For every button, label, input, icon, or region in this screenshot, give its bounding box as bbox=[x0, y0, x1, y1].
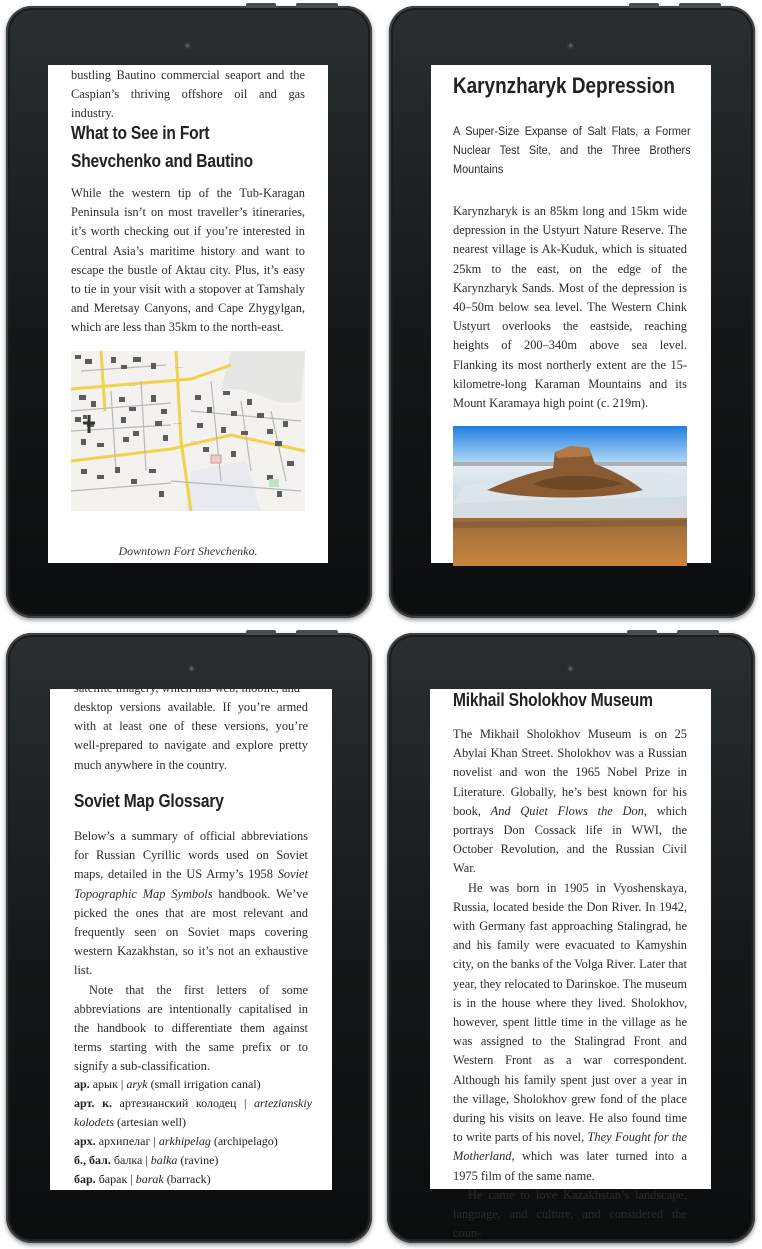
street-map-icon bbox=[71, 351, 305, 511]
camera-icon bbox=[188, 665, 195, 672]
reader-screen-1[interactable] bbox=[48, 65, 328, 563]
glossary-translit: arkhipelag bbox=[158, 1134, 211, 1148]
chapter-title: Karynzharyk Depression bbox=[453, 73, 675, 98]
glossary-russian: барак | bbox=[98, 1172, 133, 1186]
glossary-abbr: б., бал. bbox=[74, 1153, 111, 1167]
glossary-translit: balka bbox=[150, 1153, 178, 1167]
camera-icon bbox=[567, 42, 574, 49]
museum-text: The Mikhail Sholokhov Museum is on 25 Abylai Khan Street. Sholokhov was a Russian novelist and won the 1965 Nobel Prize in Literature. Globally, he’s best known for his book, bbox=[453, 727, 687, 818]
power-button[interactable] bbox=[296, 630, 338, 635]
section-heading: Mikhail Sholokhov Museum bbox=[453, 689, 653, 710]
museum-text-end: , which portrays Don Cossack life in WWI, the October Revolution, and the Russian Civil War. bbox=[453, 803, 687, 876]
glossary-translit: barak bbox=[135, 1172, 164, 1186]
glossary-russian: артезианский колодец | bbox=[119, 1096, 247, 1110]
reader-screen-2[interactable] bbox=[431, 65, 711, 563]
glossary-english: (archipelago) bbox=[213, 1134, 278, 1148]
cut-off-text: satellite imagery, which has web, mobile, and bbox=[74, 681, 300, 695]
volume-button[interactable] bbox=[629, 3, 659, 8]
biography-text: He was born in 1905 in Vyoshenskaya, Russia, located beside the Don River. In 1942, with Germany fast approaching Stalingrad, he and his family were evacuated to Kamyshin city, on the banks of the Volga River. Later that year, they relocated to Darinskoe. The museum is in the house where they lived. Sholokhov, however, spent little time in the village as he was assigned to the Stalingrad Front and Western Front as a war correspondent. Although his family spent just over a year in the village, Sholokhov grew fond of the place during his visits on leave. He also found time to write parts of his novel, bbox=[453, 880, 687, 1145]
glossary-russian: архипелаг | bbox=[98, 1134, 156, 1148]
museum-paragraph-3: He came to love Kazakhstan’s landscape, language, and culture, and considered the coun- bbox=[453, 1187, 687, 1241]
glossary-russian: арык | bbox=[92, 1077, 124, 1091]
glossary-abbr: арт. к. bbox=[74, 1096, 112, 1110]
novel-title: They Fought for the Motherland bbox=[453, 1130, 687, 1164]
svg-text:···: ··· bbox=[191, 439, 196, 445]
depression-photo[interactable] bbox=[453, 426, 687, 566]
glossary-abbr: ар. bbox=[74, 1077, 90, 1091]
tablet-device-4 bbox=[387, 633, 755, 1243]
section-heading: Soviet Map Glossary bbox=[74, 790, 224, 811]
glossary-english: (artesian well) bbox=[117, 1115, 186, 1129]
volume-button[interactable] bbox=[246, 3, 276, 8]
camera-icon bbox=[184, 42, 191, 49]
power-button[interactable] bbox=[677, 630, 719, 635]
glossary-entry bbox=[74, 1151, 312, 1170]
glossary-english: (ravine) bbox=[180, 1153, 219, 1167]
tablet-device-1 bbox=[6, 6, 372, 618]
volume-button[interactable] bbox=[246, 630, 276, 635]
camera-icon bbox=[567, 665, 574, 672]
museum-paragraph-1 bbox=[453, 725, 687, 879]
museum-paragraph-2 bbox=[453, 879, 687, 1186]
svg-text:·····: ····· bbox=[173, 421, 182, 427]
svg-text:·····: ····· bbox=[175, 365, 184, 371]
reader-screen-3[interactable] bbox=[50, 681, 332, 1190]
section-paragraph: While the western tip of the Tub-Karagan Peninsula isn’t on most traveller’s itineraries, it’s worth checking out if you’re interested in Central Asia’s maritime history and want to escape the bustle of Aktau city. Plus, it’s easy to tie in your visit with a stopover at Tamshaly and Meretsay Canyons, and Cape Zhygylgan, which are less than 35km to the north-east. bbox=[71, 186, 305, 335]
glossary-intro-paragraph bbox=[74, 827, 308, 981]
reader-screen-4[interactable] bbox=[430, 689, 711, 1241]
glossary-abbr: арх. bbox=[74, 1134, 96, 1148]
book-title: And Quiet Flows the Don bbox=[490, 803, 644, 818]
intro-text: bustling Bautino commercial seaport and the Caspian’s thriving offshore oil and gas industry. bbox=[71, 68, 305, 121]
town-map-image[interactable] bbox=[71, 351, 305, 511]
svg-text:····: ···· bbox=[129, 383, 136, 389]
glossary-entry bbox=[74, 1075, 312, 1094]
tablet-device-2 bbox=[389, 6, 755, 618]
section-heading: What to See in Fort Shevchenko and Bautino bbox=[71, 122, 253, 171]
tablet-device-3 bbox=[6, 633, 372, 1243]
glossary-intro-text: Below’s a summary of official abbreviations for Russian Cyrillic words used on Soviet maps, detailed in the US Army’s 1958 bbox=[74, 829, 308, 882]
glossary-list bbox=[74, 1075, 312, 1189]
glossary-translit: artezianskiy kolodets bbox=[74, 1096, 312, 1129]
glossary-english: (small irrigation canal) bbox=[150, 1077, 261, 1091]
glossary-russian: балка | bbox=[113, 1153, 148, 1167]
chapter-paragraph: Karynzharyk is an 85km long and 15km wide depression in the Ustyurt Nature Reserve. The nearest village is Ak-Kuduk, which is situated 25km to the east, on the edge of the Karynzharyk Sands. Most of the depression is 40–50m below sea level. The Western Chink Ustyurt overlooks the eastside, reaching heights of 200–340m above sea level. Flanking its most northerly extent are the 15-kilometre-long Karaman Mountains and its Mount Karamaya high point (c. 219m). bbox=[453, 204, 687, 411]
glossary-entry bbox=[74, 1170, 312, 1189]
glossary-abbr: бар. bbox=[74, 1172, 96, 1186]
image-caption: Downtown Fort Shevchenko. bbox=[118, 544, 258, 558]
chapter-subtitle: A Super-Size Expanse of Salt Flats, a Former Nuclear Test Site, and the Three Brothers Mountains bbox=[453, 124, 691, 177]
power-button[interactable] bbox=[296, 3, 338, 8]
intro-text: desktop versions available. If you’re armed with at least one of these versions, you’re well-prepared to navigate and explore pretty much anywhere in the country. bbox=[74, 700, 308, 772]
handbook-title: Soviet Topographic Map Symbols bbox=[74, 867, 308, 901]
glossary-translit: aryk bbox=[126, 1077, 148, 1091]
glossary-entry bbox=[74, 1094, 312, 1132]
capitalisation-note: Note that the first letters of some abbreviations are intentionally capitalised in the handbook to differentiate them against terms starting with the same prefix or to signify a sub-classification. bbox=[74, 982, 308, 1074]
power-button[interactable] bbox=[679, 3, 721, 8]
glossary-english: (barrack) bbox=[166, 1172, 211, 1186]
glossary-entry bbox=[74, 1132, 312, 1151]
biography-text-end: , which was later turned into a 1975 film of the same name. bbox=[453, 1149, 687, 1183]
glossary-intro-text-end: handbook. We’ve picked the ones that are most relevant and frequently seen on Soviet maps covering western Kazakhstan, so it’s not an exhaustive list. bbox=[74, 886, 308, 978]
landscape-photo-icon bbox=[453, 426, 687, 566]
volume-button[interactable] bbox=[627, 630, 657, 635]
